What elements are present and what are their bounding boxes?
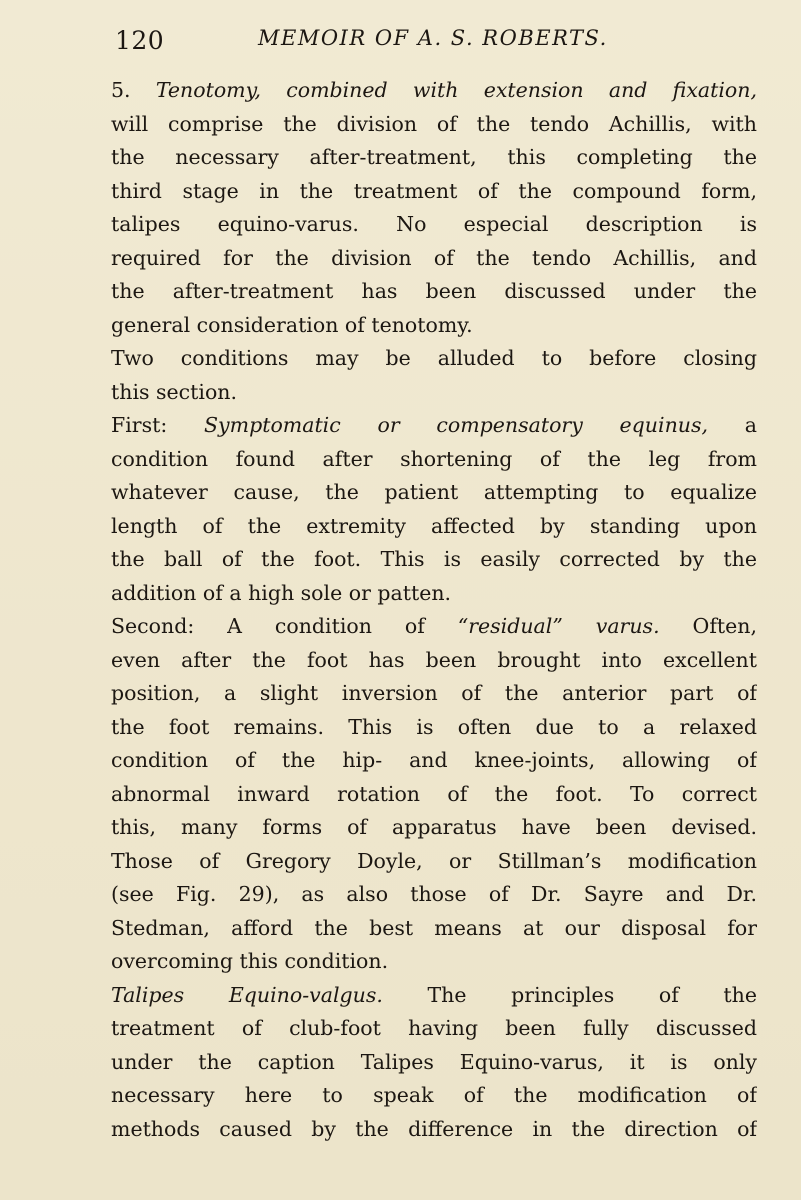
text-line (111, 108, 757, 142)
text-segment: general consideration of tenotomy. (111, 312, 473, 337)
text-line (111, 376, 757, 410)
running-head (115, 20, 755, 60)
italic-text-segment: “residual” varus. (457, 614, 660, 638)
text-line (111, 443, 757, 477)
italic-text-segment: Talipes Equino-valgus. (111, 982, 383, 1007)
text-line (111, 979, 757, 1013)
text-segment: Those of Gregory Doyle, or Stillman’s modification (111, 848, 757, 873)
text-line (111, 711, 757, 745)
text-line (111, 811, 757, 845)
text-segment: (see Fig. 29), as also those of Dr. Sayre and Dr. (111, 882, 757, 906)
text-line (111, 309, 757, 343)
text-line (111, 1113, 757, 1147)
text-segment: this section. (111, 379, 238, 404)
page-number: 120 (115, 26, 165, 55)
text-segment: under the caption Talipes Equino-varus, it is only (111, 1049, 757, 1074)
text-segment: addition of a high sole or patten. (111, 580, 452, 605)
text-line (111, 141, 757, 175)
text-segment: position, a slight inversion of the anterior part of (111, 681, 757, 705)
text-segment: Often, (659, 614, 757, 638)
text-segment: methods caused by the difference in the direction of (111, 1116, 757, 1141)
text-line (111, 1012, 757, 1046)
text-segment: the foot remains. This is often due to a relaxed (111, 714, 757, 739)
text-segment: Two conditions may be alluded to before closing (111, 346, 757, 370)
text-segment: overcoming this condition. (111, 949, 389, 973)
text-line (111, 476, 757, 510)
text-line (111, 610, 757, 644)
text-segment: condition found after shortening of the leg from (111, 446, 757, 471)
text-line (111, 744, 757, 778)
text-line (111, 342, 757, 376)
body-text (111, 74, 757, 1146)
running-title: MEMOIR OF A. S. ROBERTS. (258, 26, 608, 50)
text-line (111, 778, 757, 812)
text-line (111, 845, 757, 879)
italic-text-segment: Tenotomy, combined with extension and fixation, (155, 78, 757, 102)
text-line (111, 677, 757, 711)
text-line (111, 275, 757, 309)
text-line (111, 409, 757, 443)
text-segment: whatever cause, the patient attempting to equalize (111, 480, 757, 504)
text-line (111, 945, 757, 979)
text-segment: a (708, 413, 757, 437)
text-segment: the after-treatment has been discussed under the (111, 279, 757, 303)
text-line (111, 74, 757, 108)
text-segment: First: (111, 413, 205, 437)
text-line (111, 878, 757, 912)
text-line (111, 242, 757, 276)
text-segment: Second: A condition of (111, 614, 458, 638)
text-segment: necessary here to speak of the modification of (111, 1083, 757, 1107)
text-segment: talipes equino-varus. No especial description is (111, 212, 757, 236)
text-segment: will comprise the division of the tendo Achillis, with (111, 111, 757, 136)
text-segment: required for the division of the tendo Achillis, and (111, 245, 757, 270)
text-segment: the necessary after-treatment, this completing the (111, 145, 757, 169)
text-line (111, 912, 757, 946)
text-line (111, 577, 757, 611)
text-line (111, 1046, 757, 1080)
text-segment: the ball of the foot. This is easily corrected by the (111, 547, 757, 571)
text-line (111, 1079, 757, 1113)
text-line (111, 208, 757, 242)
text-line (111, 175, 757, 209)
text-segment: Stedman, afford the best means at our disposal for (111, 915, 757, 940)
italic-text-segment: Symptomatic or compensatory equinus, (204, 413, 709, 437)
text-segment: third stage in the treatment of the compound form, (111, 178, 757, 203)
text-segment: this, many forms of apparatus have been devised. (111, 815, 757, 839)
text-segment: treatment of club-foot having been fully discussed (111, 1016, 757, 1040)
text-segment: 5. (111, 78, 156, 102)
text-segment: length of the extremity affected by standing upon (111, 513, 757, 538)
text-line (111, 543, 757, 577)
text-line (111, 644, 757, 678)
text-line (111, 510, 757, 544)
text-segment: The principles of the (382, 982, 757, 1007)
text-segment: condition of the hip- and knee-joints, allowing of (111, 748, 757, 772)
text-segment: even after the foot has been brought into excellent (111, 647, 757, 672)
text-segment: abnormal inward rotation of the foot. To correct (111, 781, 757, 806)
